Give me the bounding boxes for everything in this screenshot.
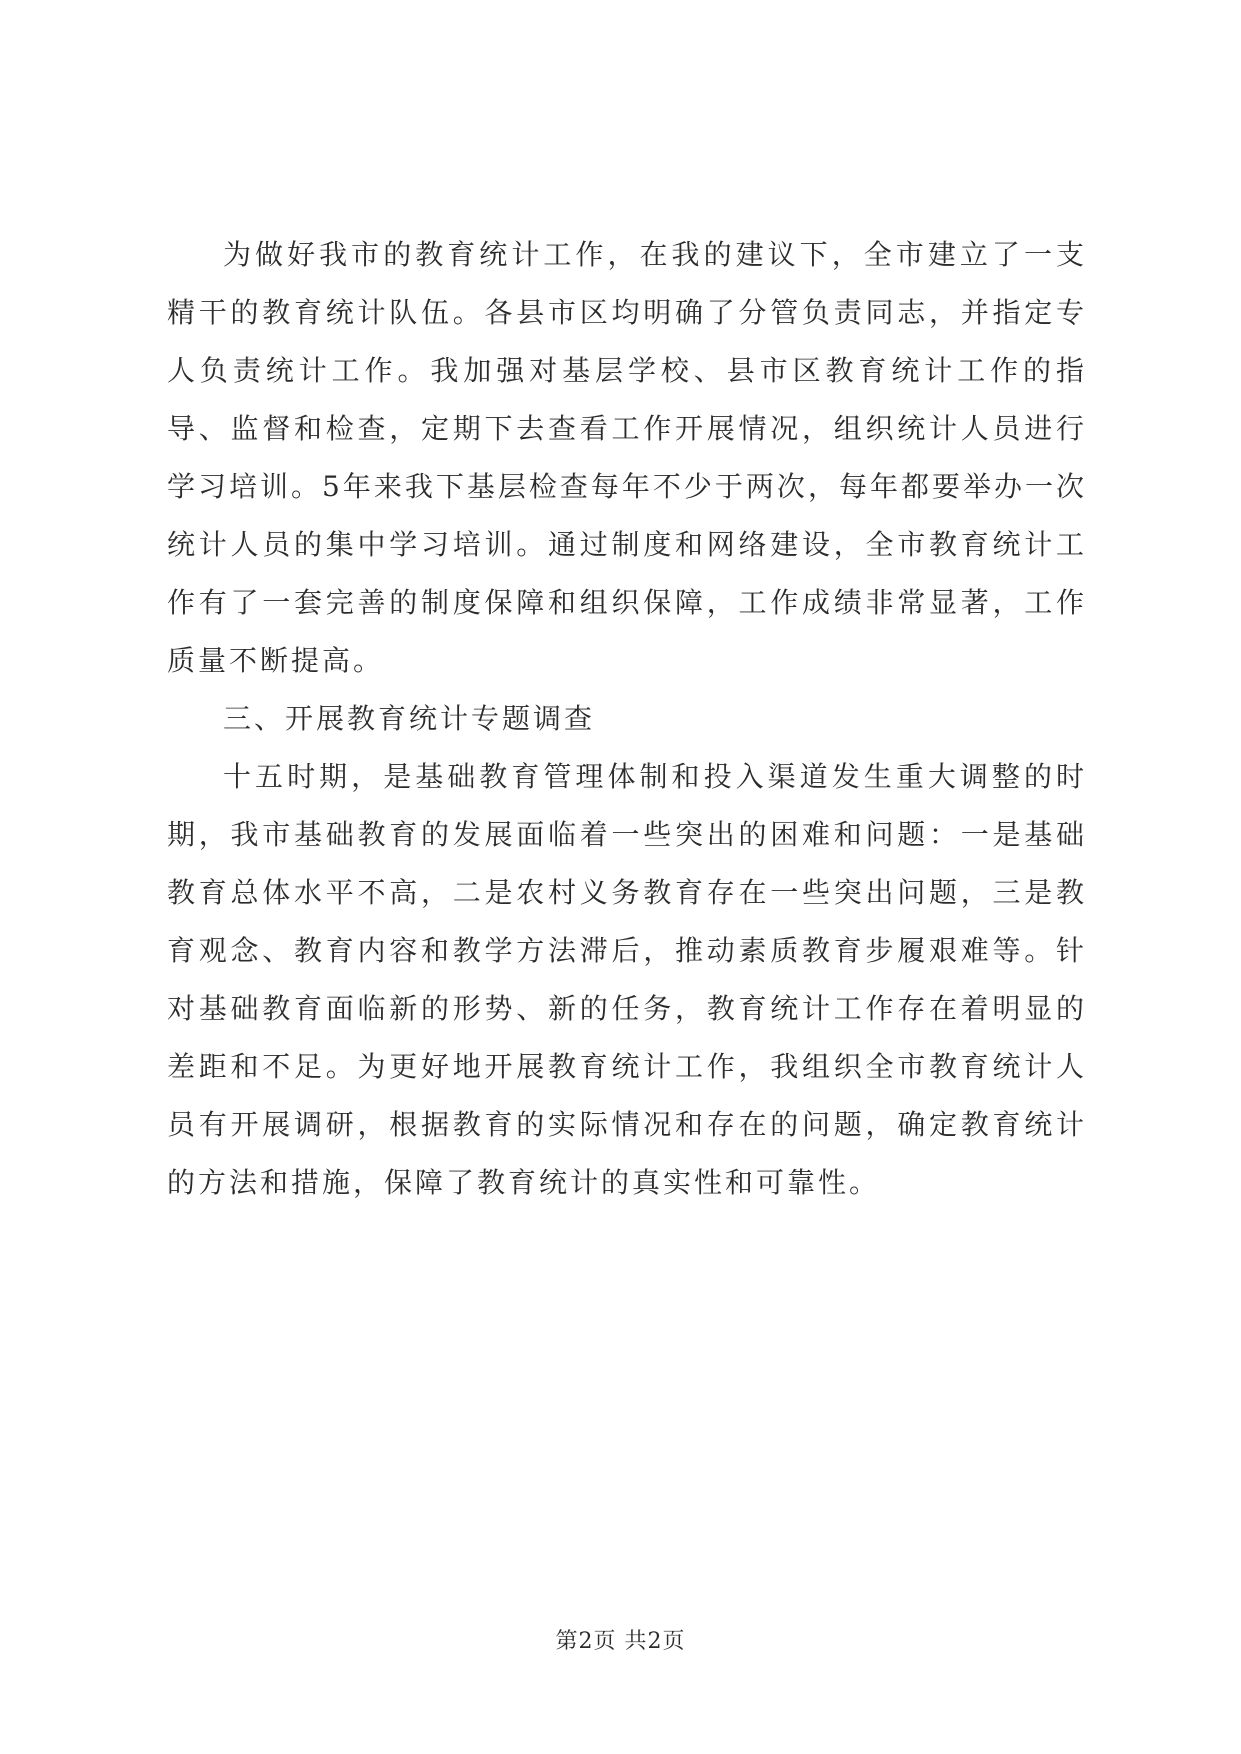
paragraph-statistics-team: 为做好我市的教育统计工作，在我的建议下，全市建立了一支精干的教育统计队伍。各县市区均明确了分管负责同志，并指定专人负责统计工作。我加强对基层学校、县市区教育统计工作的指导、监督和检查，定期下去查看工作开展情况，组织统计人员进行学习培训。5年来我下基层检查每年不少于两次，每年都要举办一次统计人员的集中学习培训。通过制度和网络建设，全市教育统计工作有了一套完善的制度保障和组织保障，工作成绩非常显著，工作质量不断提高。 xyxy=(167,238,1087,677)
section-heading-special-survey: 三、开展教育统计专题调查 xyxy=(223,702,596,735)
paragraph-special-survey: 十五时期，是基础教育管理体制和投入渠道发生重大调整的时期，我市基础教育的发展面临着一些突出的困难和问题：一是基础教育总体水平不高，二是农村义务教育存在一些突出问题，三是教育观念、教育内容和教学方法滞后，推动素质教育步履艰难等。针对基础教育面临新的形势、新的任务，教育统计工作存在着明显的差距和不足。为更好地开展教育统计工作，我组织全市教育统计人员有开展调研，根据教育的实际情况和存在的问题，确定教育统计的方法和措施，保障了教育统计的真实性和可靠性。 xyxy=(167,760,1087,1199)
document-body xyxy=(167,226,1087,1212)
page-footer: 第2页 共2页 xyxy=(555,1629,686,1654)
